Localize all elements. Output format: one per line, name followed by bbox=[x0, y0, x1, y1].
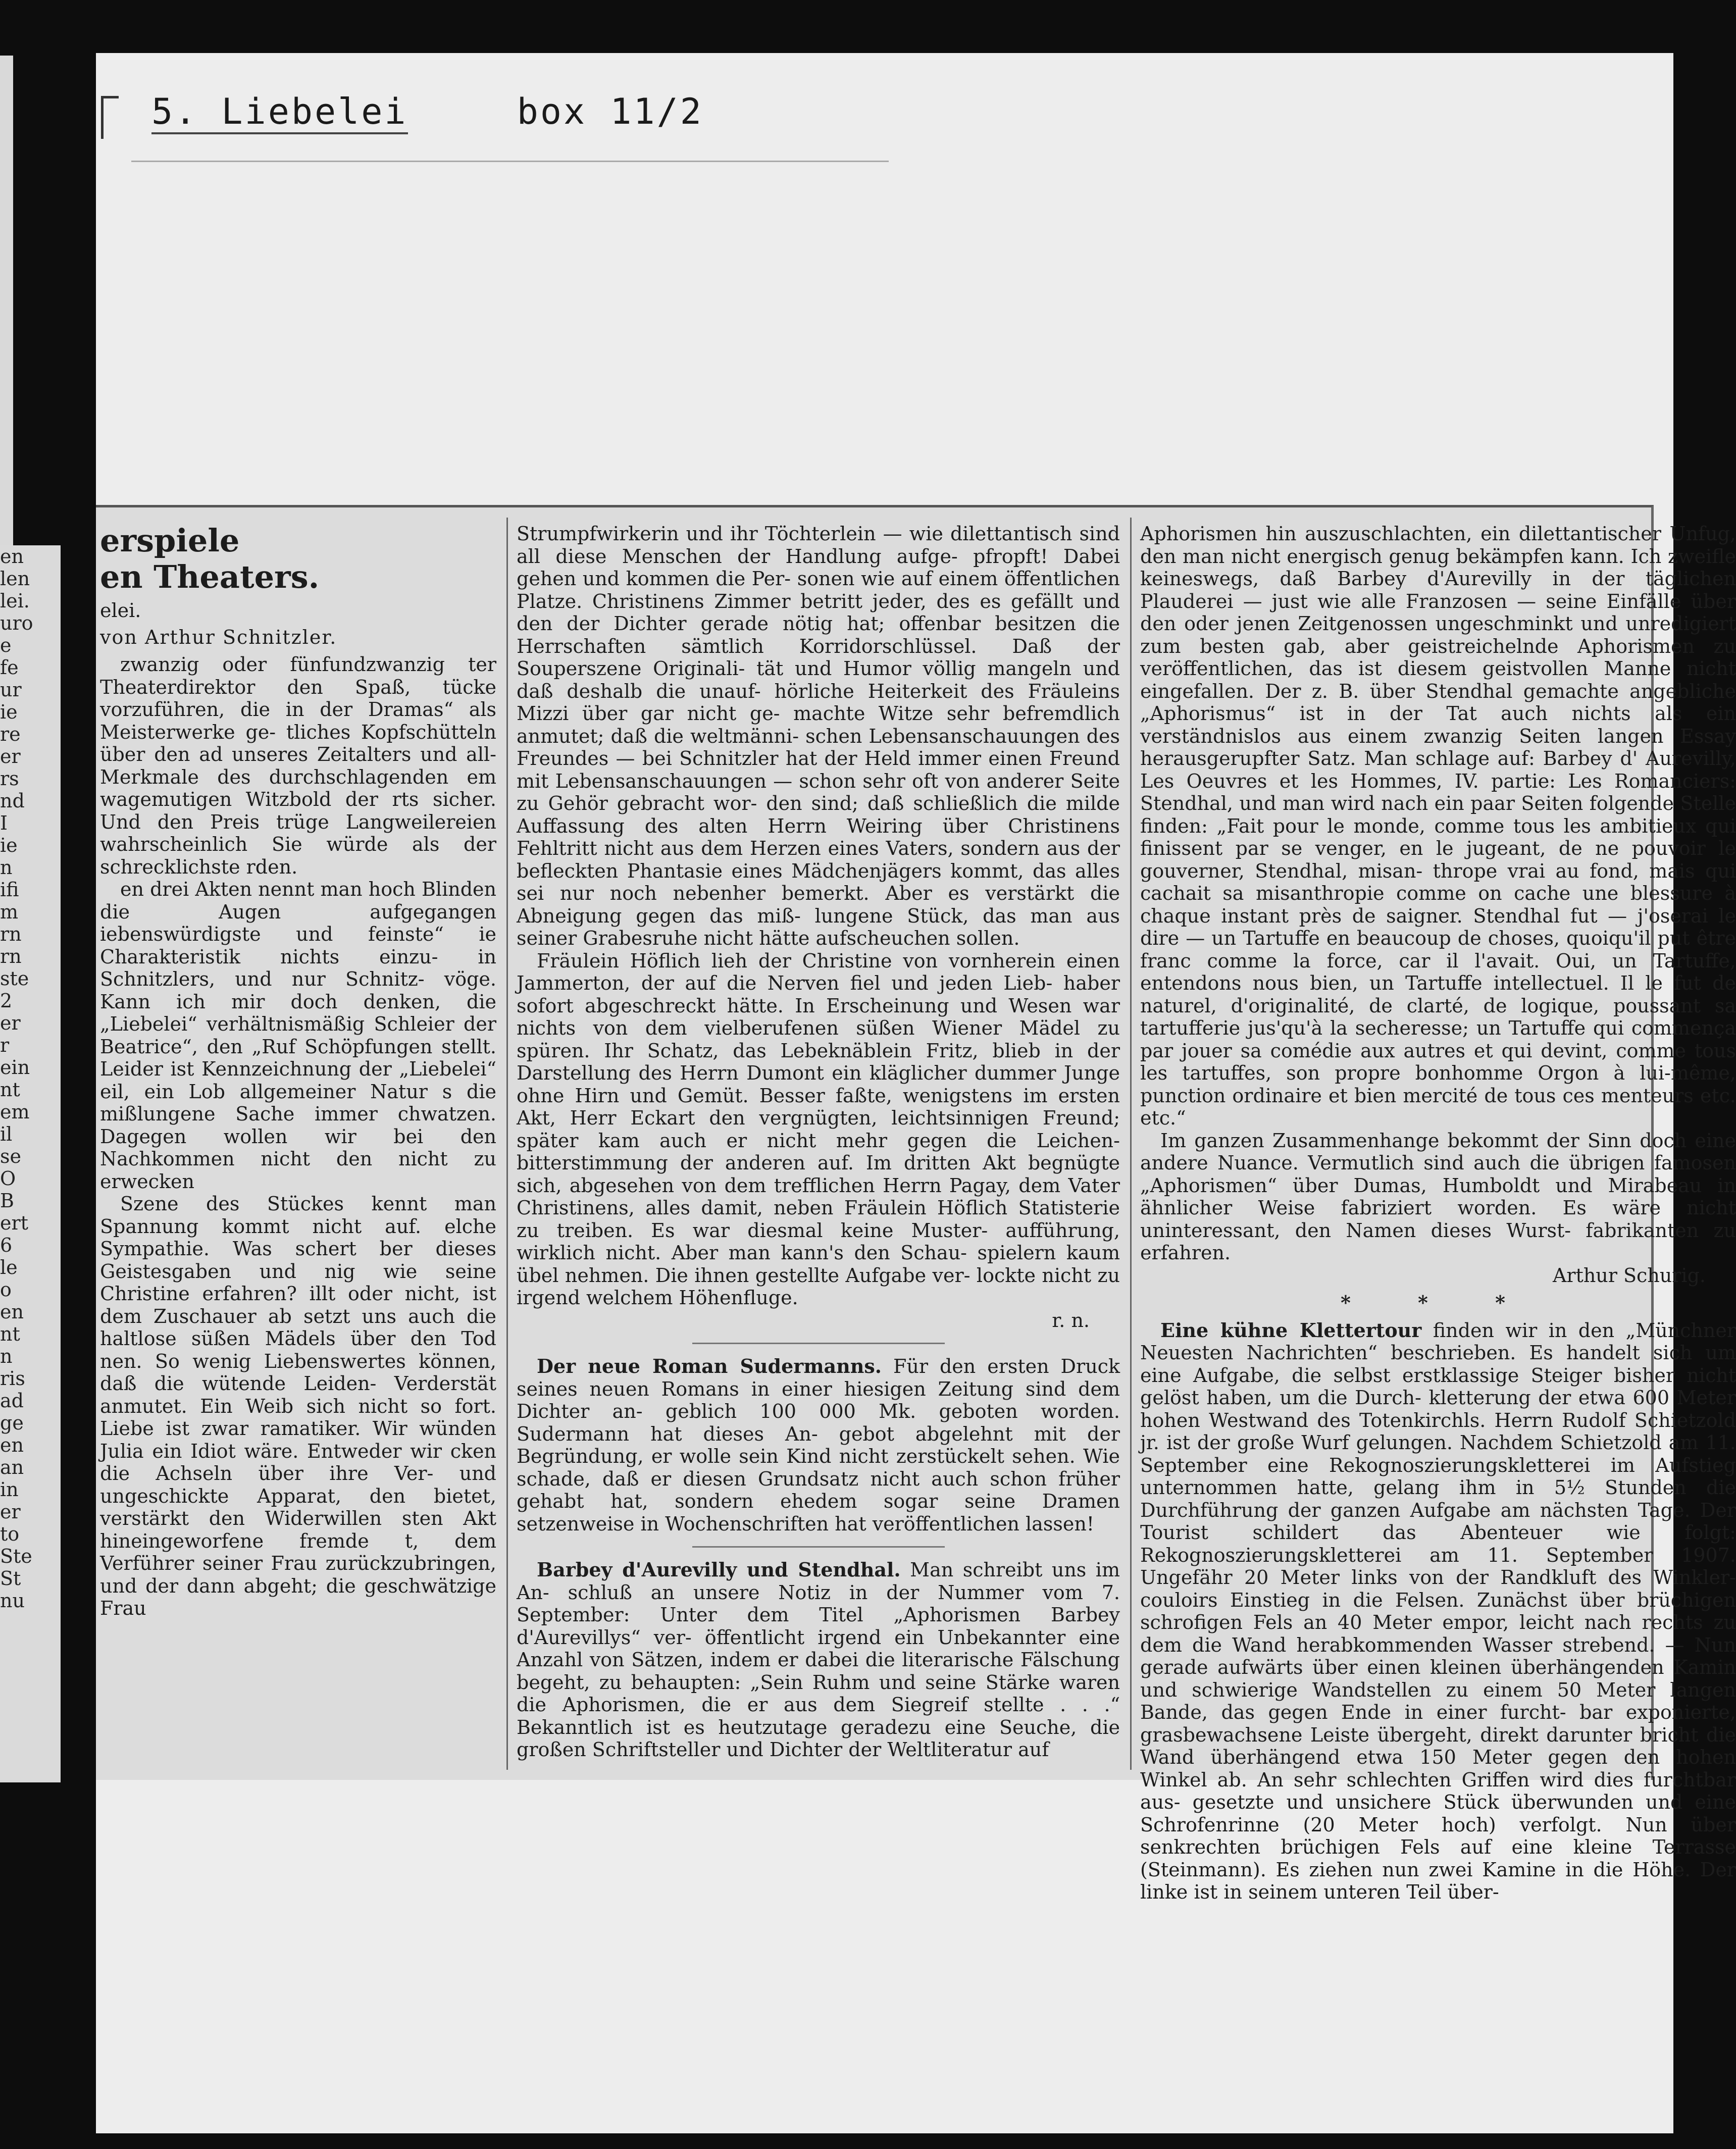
section-divider bbox=[692, 1343, 945, 1344]
previous-column-line: em bbox=[0, 1101, 30, 1123]
previous-column-line: rs bbox=[0, 768, 19, 790]
previous-column-line: er bbox=[0, 1501, 21, 1523]
previous-column-line: se bbox=[0, 1145, 21, 1167]
column-rule-2 bbox=[1130, 518, 1132, 1770]
previous-column-line: m bbox=[0, 901, 19, 923]
notice-title: Barbey d'Aurevilly und Stendhal. bbox=[537, 1558, 901, 1581]
previous-column-line: ge bbox=[0, 1412, 24, 1434]
headline-line-2: en Theaters. bbox=[100, 558, 320, 595]
header-title: 5. Liebelei bbox=[151, 91, 408, 134]
notice-body: Man schreibt uns im An- schluß an unsere Notiz in der Nummer vom 7. September: Unter dem Titel „Aphorismen Barbey d'Aurevillys“ ver- öffentlicht irgend ein Unbekannter eine Anzahl von Sätzen, indem er dabei die literarische Fälschung begeht, zu behaupten: „Sein Ruhm und seine Stärke waren die Aphorismen, die er aus dem Siegreif stellte . . .“ Bekanntlich ist es heutzutage geradezu eine Seuche, die großen Schriftsteller und Dichter der Weltliteratur auf bbox=[517, 1559, 1120, 1761]
previous-column-line: I bbox=[0, 812, 8, 834]
notice-title: Der neue Roman Sudermanns. bbox=[537, 1355, 882, 1377]
previous-column-line: ste bbox=[0, 967, 29, 990]
previous-column-line: en bbox=[0, 545, 24, 568]
previous-column-line: le bbox=[0, 1256, 18, 1278]
header-rule bbox=[131, 161, 889, 162]
previous-column-line: rn bbox=[0, 923, 22, 945]
previous-column-line: to bbox=[0, 1523, 20, 1545]
previous-column-line: fe bbox=[0, 656, 19, 679]
article-signature: Arthur Schurig. bbox=[1552, 1264, 1706, 1287]
notice-barbey bbox=[517, 1559, 1120, 1761]
previous-column-line: O bbox=[0, 1167, 16, 1190]
previous-column-line: nt bbox=[0, 1323, 20, 1345]
column-3 bbox=[1140, 523, 1736, 1903]
previous-column-line: Ste bbox=[0, 1545, 32, 1567]
previous-column-line: ie bbox=[0, 701, 18, 723]
previous-column-line: nu bbox=[0, 1590, 25, 1612]
notice-body: finden wir in den „Münchner Neuesten Nachrichten“ beschrieben. Es handelt sich um eine Aufgabe, die selbst erstklassige Steiger bisher nicht gelöst haben, um die Durch- kletterung der etwa 600 Meter hohen Westwand des Totenkirchls. Herrn Rudolf Schietzold jr. ist der große Wurf gelungen. Nachdem Schietzold am 11. September eine Rekognoszierungskletterei im Aufstieg unternommen hatte, gelang ihm in 5½ Stunden die Durchführung der ganzen Aufgabe am nächsten Tage. Der Tourist schildert das Abenteuer wie folgt: Rekognoszierungskletterei am 11. September 1907. Ungefähr 20 Meter links von der Randkluft des Winkler- couloirs Einstieg in die Felsen. Zunächst über brüchigen schrofigen Fels an 40 Meter empor, leicht nach rechts zu dem die Wand herabkommenden Wasser strebend. — Nun gerade aufwärts über einen kleinen überhängenden Kamin und schwierige Wandstellen zu einem 50 Meter langen Bande, das gegen Ende in einer furcht- bar exponierte, grasbewachsene Leiste übergeht, direkt darunter bricht die Wand überhängend etwa 150 Meter gegen den hohen Winkel ab. An sehr schlechten Griffen wird dies furchtbar aus- gesetzte und unsichere Stück überwunden und eine Schrofenrinne (20 Meter hoch) verfolgt. Nun über senkrechten brüchigen Fels auf eine kleine Terrasse (Steinmann). Es ziehen nun zwei Kamine in die Höhe. Der linke ist in seinem unteren Teil über- bbox=[1140, 1319, 1736, 1903]
notice-body: Für den ersten Druck seines neuen Romans in einer hiesigen Zeitung sind dem Dichter an- geblich 100 000 Mk. geboten worden. Sudermann hat dieses An- gebot abgelehnt mit der Begründung, er wolle sein Kind nicht zerstückelt sehen. Wie schade, daß er diesen Grundsatz nicht auch schon früher gehabt hat, sondern ehedem sogar seine Dramen setzenweise in Wochenschriften hat veröffentlichen lassen! bbox=[517, 1355, 1120, 1535]
previous-column-line: r bbox=[0, 1034, 10, 1056]
column-1 bbox=[100, 523, 496, 1770]
previous-column-line: B bbox=[0, 1190, 14, 1212]
previous-column-line: er bbox=[0, 1012, 21, 1034]
previous-column-line: ad bbox=[0, 1390, 24, 1412]
notice-klettertour bbox=[1140, 1319, 1736, 1904]
review-headline bbox=[100, 523, 496, 595]
previous-column-line: lei. bbox=[0, 590, 30, 612]
previous-column-line: len bbox=[0, 568, 30, 590]
previous-column-line: 2 bbox=[0, 990, 13, 1012]
previous-column-line: en bbox=[0, 1301, 24, 1323]
previous-page-column bbox=[0, 545, 61, 1782]
newspaper-clipping bbox=[96, 505, 1736, 1903]
headline-line-1: erspiele bbox=[100, 522, 240, 559]
notice-title: Eine kühne Klettertour bbox=[1160, 1318, 1422, 1342]
previous-column-line: en bbox=[0, 1434, 24, 1456]
previous-column-line: er bbox=[0, 745, 21, 768]
sheet-header bbox=[151, 91, 703, 132]
previous-column-line: 6 bbox=[0, 1234, 13, 1256]
section-divider bbox=[692, 1546, 945, 1548]
previous-column-line: n bbox=[0, 856, 13, 879]
previous-column-line: ein bbox=[0, 1056, 30, 1079]
article-paragraph: Im ganzen Zusammenhange bekommt der Sinn doch eine andere Nuance. Vermutlich sind auch die übrigen famosen „Aphorismen“ über Dumas, Humboldt und Mirabeau in ähnlicher Weise fabriziert worden. Es wäre nicht uninteressant, den Namen dieses Wurst- fabrikanten zu erfahren. bbox=[1140, 1129, 1736, 1264]
article-paragraph: Aphorismen hin auszuschlachten, ein dilettantischer Unfug, den man nicht energisch genug bekämpfen kann. Ich zweifle keineswegs, daß Barbey d'Aurevilly in der täglichen Plauderei — just wie alle Franzosen — seine Einfälle über den oder jenen Zeitgenossen ungeschminkt und unredigiert zum besten gab, aber geistreichelnde Aphorismen zu veröffentlichen, das ist diesem geistvollen Manne nicht eingefallen. Der z. B. über Stendhal gemachte angebliche „Aphorismus“ ist in der Tat auch nichts als ein verständnislos aus einem zwanzig Seiten langen Essay herausgerupfter Satz. Man schlage auf: Barbey d' Aurevilly, Les Oeuvres et les Hommes, IV. partie: Les Romanciers: Stendhal, und man wird nach ein paar Seiten folgende Stelle finden: „Fait pour le monde, comme tous les ambitieux qui finissent par se venger, en le jugeant, de ne pouvoir le gouverner, Stendhal, misan- thrope vrai au fond, mais qui cachait sa misanthropie comme on cache une blessure à chaque instant près de saigner. Stendhal fut — j'oserai le dire — un Tartuffe en beaucoup de choses, quoiqu'il put être franc comme la force, car il l'avait. Oui, un Tartuffe, entendons nous bien, un Tartuffe intellectuel. Il le fut de naturel, d'originalité, de clarté, de logique, poussant sa tartufferie jus'qu'à la secheresse; un Tartuffe qui commença par jouer sa comédie aux autres et qui devint, comme tous les tartuffes, son propre bonhomme Orgon à lui-même, punction ordinaire et bien mercité de tous ces menteurs etc. etc.“ bbox=[1140, 523, 1736, 1129]
section-stars: * * * bbox=[1340, 1291, 1536, 1314]
previous-column-line: an bbox=[0, 1456, 24, 1478]
previous-column-line: ifi bbox=[0, 879, 19, 901]
previous-column-line: nt bbox=[0, 1079, 20, 1101]
review-subtitle: elei. bbox=[100, 599, 141, 622]
header-box-number: box 11/2 bbox=[517, 91, 703, 132]
review-paragraph: Szene des Stückes kennt man Spannung kommt nicht auf. elche Sympathie. Was schert ber dieses Geistesgaben und nig wie seine Christine erfahren? illt oder nicht, ist dem Zuschauer ab setzt uns auch die haltlose süßen Mädels über den Tod nen. So wenig Liebenswertes können, daß die wütende Leiden- Verderstät anmutet. Ein Weib sich nicht so fort. Liebe ist zwar ramatiker. Wir wünden Julia ein Idiot wäre. Entweder wir cken die Achseln über ihre Ver- und ungeschickte Apparat, den bietet, verstärkt den Widerwillen sten Akt hineingeworfene fremde t, dem Verführer seiner Frau zurückzubringen, und der dann abgeht; die geschwätzige Frau bbox=[100, 1193, 496, 1619]
previous-column-line: nd bbox=[0, 790, 25, 812]
previous-column-line: re bbox=[0, 723, 21, 745]
notice-sudermann bbox=[517, 1355, 1120, 1535]
previous-column-line: in bbox=[0, 1478, 19, 1501]
review-paragraph: Fräulein Höflich lieh der Christine von vornherein einen Jammerton, der auf die Nerven fiel und jeden Lieb- haber sofort abgeschreckt hätte. In Erscheinung und Wesen war nichts von dem vielberufenen süßen Wiener Mädel zu spüren. Ihr Schatz, das Lebeknäblein Fritz, blieb in der Darstellung des Herrn Dumont ein kläglicher dummer Junge ohne Hirn und Gemüt. Besser faßte, wenigstens im ersten Akt, Herr Eckart den vergnügten, leichtsinnigen Freund; später kam auch er nicht mehr gegen die Leichen- bitterstimmung der anderen auf. Im dritten Akt begnügte sich, abgesehen von dem trefflichen Herrn Pagay, dem Vater Christinens, alles damit, neben Fräulein Höflich Statisterie zu treiben. Es war diesmal keine Muster- aufführung, wirklich nicht. Aber man kann's den Schau- spielern kaum übel nehmen. Die ihnen gestellte Aufgabe ver- lockte nicht zu irgend welchem Höhenfluge. bbox=[517, 949, 1120, 1309]
previous-column-line: St bbox=[0, 1567, 21, 1590]
previous-column-line: o bbox=[0, 1278, 12, 1301]
sheet-corner-mark bbox=[101, 96, 119, 139]
previous-column-line: e bbox=[0, 634, 12, 656]
review-paragraph: zwanzig oder fünfundzwanzig ter Theaterdirektor den Spaß, tücke vorzuführen, die in der Dramas“ als Meisterwerke ge- tliches Kopfschütteln über den ad unseres Zeitalters und all- Merkmale des durchschlagenden em wagemutigen Witzbold der rts sicher. Und den Preis trüge Langweilereien wahrscheinlich Sie würde als der schrecklichste rden. bbox=[100, 653, 496, 878]
review-paragraph: en drei Akten nennt man hoch Blinden die Augen aufgegangen iebenswürdigste und feinste“ ie Charakteristik nichts einzu- in Schnitzlers, und nur Schnitz- vöge. Kann ich mir doch denken, die „Liebelei“ verhältnismäßig Schleier der Beatrice“, den „Ruf Schöpfungen stellt. Leider ist Kennzeichnung der „Liebelei“ eil, ein Lob allgemeiner Natur s die mißlungene Sache immer chwatzen. Dagegen wollen wir bei den Nachkommen nicht den nicht zu erwecken bbox=[100, 878, 496, 1193]
review-author: von Arthur Schnitzler. bbox=[100, 626, 337, 648]
review-signature: r. n. bbox=[1052, 1309, 1090, 1332]
previous-column-line: uro bbox=[0, 612, 33, 634]
previous-column-line: ris bbox=[0, 1367, 25, 1390]
previous-column-line: ert bbox=[0, 1212, 28, 1234]
review-paragraph: Strumpfwirkerin und ihr Töchterlein — wie dilettantisch sind all diese Menschen der Handlung aufge- pfropft! Dabei gehen und kommen die Per- sonen wie auf einem öffentlichen Platze. Christinens Zimmer betritt jeder, des es gefällt und den der Dichter gerade nötig hat; offenbar besitzen die Herrschaften sämtlich Korridorschlüssel. Daß der Souperszene Originali- tät und Humor völlig mangeln und daß deshalb die unauf- hörliche Heiterkeit des Fräuleins Mizzi über gar nicht ge- machte Witze sehr befremdlich anmutet; daß die weltmänni- schen Lebensanschauungen des Freundes — bei Schnitzler hat der Held immer einen Freund mit Lebensanschauungen — schon sehr oft von anderer Seite zu Gehör gebracht wor- den sind; daß schließlich die milde Auffassung des alten Herrn Weiring über Christinens Fehltritt nicht aus dem Herzen eines Vaters, sondern aus der befleckten Phantasie eines Mädchenjägers kommt, das alles sei nur noch nebenher bemerkt. Aber es verstärkt die Abneigung gegen das miß- lungene Stück, das man aus seiner Grabesruhe nicht hätte aufscheuchen sollen. bbox=[517, 523, 1120, 949]
previous-column-line: n bbox=[0, 1345, 13, 1367]
column-rule-1 bbox=[506, 518, 508, 1770]
previous-column-line: ie bbox=[0, 834, 18, 856]
previous-column-line: rn bbox=[0, 945, 22, 967]
column-2 bbox=[517, 523, 1120, 1770]
previous-column-line: il bbox=[0, 1123, 13, 1145]
previous-column-line: ur bbox=[0, 679, 22, 701]
